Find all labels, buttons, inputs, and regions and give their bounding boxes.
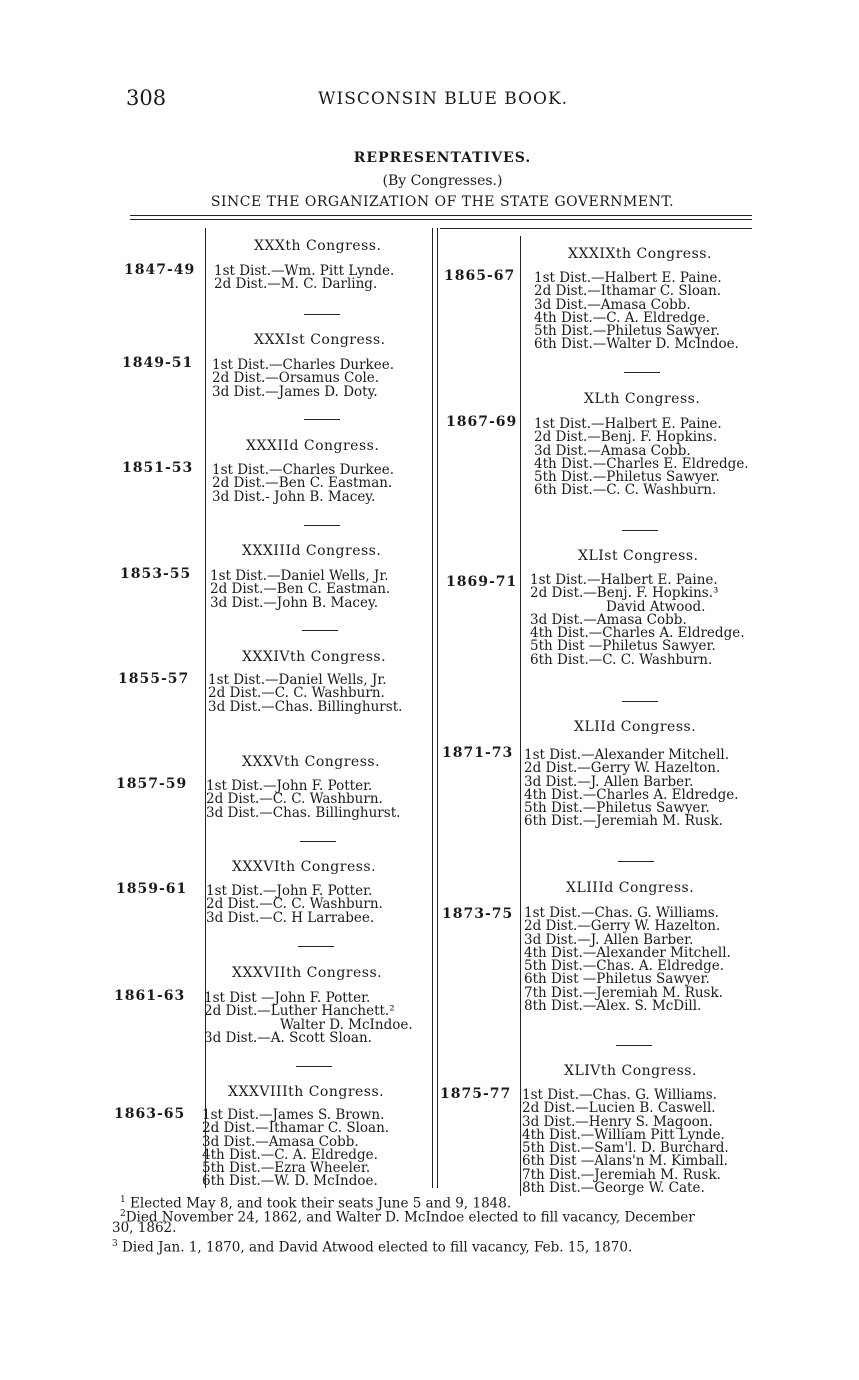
district-entry: 2d Dist.—Lucien B. Caswell. <box>522 1100 716 1117</box>
district-entry: 2d Dist.—Benj. F. Hopkins. <box>534 429 717 446</box>
district-entry: 3d Dist.—Henry S. Magoon. <box>522 1113 713 1130</box>
district-entry: 1st Dist.—Halbert E. Paine. <box>534 416 722 432</box>
district-entry: 1st Dist.—Daniel Wells, Jr. <box>210 568 389 584</box>
term-years: 1865-67 <box>444 268 516 284</box>
district-entry: 5th Dist.—Ezra Wheeler. <box>202 1160 371 1177</box>
district-entry: Walter D. McIndoe. <box>280 1016 413 1033</box>
separator-dash <box>624 372 660 373</box>
footnote <box>112 1221 176 1235</box>
district-entry: 5th Dist.—Philetus Sawyer. <box>534 469 720 486</box>
congress-heading: XXXVIth Congress. <box>232 859 377 875</box>
district-entry: 3d Dist.—Chas. Billinghurst. <box>208 698 403 715</box>
top-rule <box>130 215 752 216</box>
separator-dash <box>302 630 338 631</box>
congress-heading: XLIIId Congress. <box>566 880 695 896</box>
district-entry: 3d Dist.—J. Allen Barber. <box>524 931 694 948</box>
column-divider <box>520 236 521 1196</box>
district-entry: 1st Dist.—John F. Potter. <box>206 883 373 899</box>
term-years: 1847-49 <box>124 262 196 278</box>
congress-heading: XLIst Congress. <box>578 548 699 564</box>
district-list <box>522 1089 729 1195</box>
term-years: 1853-55 <box>120 566 192 582</box>
district-list <box>534 272 739 352</box>
district-entry: 5th Dist.—Philetus Sawyer. <box>524 800 710 817</box>
district-entry: 1st Dist.—Charles Durkee. <box>212 462 394 478</box>
column-divider <box>432 228 433 1188</box>
district-entry: 1st Dist.—Daniel Wells, Jr. <box>208 672 387 688</box>
footnote-mark: 3 <box>112 1239 118 1249</box>
term-years: 1871-73 <box>442 745 514 761</box>
term-years: 1855-57 <box>118 671 190 687</box>
separator-dash <box>304 525 340 526</box>
term-years: 1875-77 <box>440 1086 512 1102</box>
district-entry: 1st Dist.—Alexander Mitchell. <box>524 747 730 763</box>
congress-heading: XLIId Congress. <box>574 719 697 735</box>
district-entry: 1st Dist.—Chas. G. Williams. <box>522 1087 717 1103</box>
district-entry: 1st Dist.—Halbert E. Paine. <box>530 572 718 588</box>
district-entry: 2d Dist.—Gerry W. Hazelton. <box>524 760 721 777</box>
district-entry: 1st Dist.—Chas. G. Williams. <box>524 905 719 921</box>
district-list <box>210 570 390 610</box>
separator-dash <box>622 530 658 531</box>
district-entry: 5th Dist.—Sam'l. D. Burchard. <box>522 1140 729 1157</box>
page-number: 308 <box>126 86 167 110</box>
district-entry: 3d Dist.- John B. Macey. <box>212 488 376 505</box>
district-entry: 2d Dist.—C. C. Washburn. <box>206 791 383 808</box>
separator-dash <box>304 419 340 420</box>
district-entry: David Atwood. <box>606 598 706 615</box>
congress-heading: XXXth Congress. <box>254 238 382 254</box>
congress-heading: XLIVth Congress. <box>564 1063 697 1079</box>
congress-heading: XXXVIIIth Congress. <box>228 1084 385 1100</box>
district-entry: 2d Dist.—C. C. Washburn. <box>208 685 385 702</box>
district-entry: 3d Dist.—C. H Larrabee. <box>206 909 375 926</box>
term-years: 1867-69 <box>446 414 518 430</box>
district-entry: 6th Dist —Philetus Sawyer. <box>524 971 710 988</box>
district-list <box>212 359 394 399</box>
district-list <box>524 749 739 829</box>
district-entry: 4th Dist.—Charles A. Eldredge. <box>530 625 745 642</box>
separator-dash <box>296 1066 332 1067</box>
district-entry: 2d Dist.—Ithamar C. Sloan. <box>202 1120 390 1137</box>
district-entry: 3d Dist.—James D. Doty. <box>212 383 378 400</box>
district-entry: 2d Dist.—Orsamus Cole. <box>212 370 380 387</box>
district-entry: 1st Dist.—James S. Brown. <box>202 1107 385 1123</box>
footnote <box>120 1207 695 1225</box>
district-entry: 6th Dist.—C. C. Washburn. <box>534 482 717 499</box>
district-entry: 3d Dist.—Amasa Cobb. <box>534 296 691 313</box>
district-entry: 2d Dist.—Benj. F. Hopkins.³ <box>530 585 719 602</box>
footnote-text: Died November 24, 1862, and Walter D. McIndoe elected to fill vacancy, December <box>125 1209 695 1226</box>
district-entry: 2d Dist.—Ben C. Eastman. <box>212 475 393 492</box>
district-entry: 1st Dist.—Charles Durkee. <box>212 357 394 373</box>
district-entry: 3d Dist.—Amasa Cobb. <box>202 1133 359 1150</box>
separator-dash <box>300 841 336 842</box>
district-entry: 8th Dist.—George W. Cate. <box>522 1180 705 1197</box>
separator-dash <box>298 946 334 947</box>
district-entry: 6th Dist.—Walter D. McIndoe. <box>534 336 739 353</box>
district-entry: 3d Dist.—J. Allen Barber. <box>524 773 694 790</box>
section-subtitle: (By Congresses.) <box>382 173 503 189</box>
running-title: WISCONSIN BLUE BOOK. <box>318 89 569 109</box>
district-entry: 3d Dist.—Amasa Cobb. <box>534 442 691 459</box>
congress-heading: XXXIIId Congress. <box>242 543 382 559</box>
district-entry: 2d Dist.—Ithamar C. Sloan. <box>534 283 722 300</box>
separator-dash <box>304 314 340 315</box>
district-entry: 4th Dist.—Charles E. Eldredge. <box>534 455 749 472</box>
term-years: 1863-65 <box>114 1106 186 1122</box>
district-entry: 2d Dist.—Ben C. Eastman. <box>210 581 391 598</box>
footnote-text: Elected May 8, and took their seats June 5 and 9, 1848. <box>130 1195 512 1212</box>
term-years: 1851-53 <box>122 460 194 476</box>
district-list <box>214 265 394 292</box>
district-entry: 2d Dist.—M. C. Darling. <box>214 276 378 293</box>
district-entry: 4th Dist.—Alexander Mitchell. <box>524 944 731 961</box>
district-entry: 4th Dist.—William Pitt Lynde. <box>522 1126 725 1143</box>
footnote-text: 30, 1862. <box>112 1220 177 1236</box>
district-entry: 6th Dist.—C. C. Washburn. <box>530 651 713 668</box>
district-entry: 3d Dist.—Amasa Cobb. <box>530 611 687 628</box>
congress-heading: XXXVth Congress. <box>242 754 381 770</box>
term-years: 1857-59 <box>116 776 188 792</box>
district-entry: 5th Dist —Philetus Sawyer. <box>530 638 716 655</box>
district-list <box>534 418 749 498</box>
district-list <box>524 907 731 1013</box>
district-entry: 5th Dist.—Philetus Sawyer. <box>534 323 720 340</box>
separator-dash <box>622 701 658 702</box>
separator-dash <box>616 1045 652 1046</box>
top-rule <box>130 219 752 220</box>
district-list <box>206 885 383 925</box>
district-entry: 2d Dist.—C. C. Washburn. <box>206 896 383 913</box>
district-entry: 1st Dist.—Halbert E. Paine. <box>534 270 722 286</box>
district-entry: 4th Dist.—C. A. Eldredge. <box>534 309 710 326</box>
district-entry: 7th Dist.—Jeremiah M. Rusk. <box>524 984 723 1001</box>
separator-dash <box>618 861 654 862</box>
term-years: 1873-75 <box>442 906 514 922</box>
congress-heading: XLth Congress. <box>584 391 701 407</box>
term-years: 1849-51 <box>122 355 194 371</box>
section-since: SINCE THE ORGANIZATION OF THE STATE GOVERNMENT. <box>210 194 675 210</box>
column-divider <box>437 228 438 1188</box>
district-entry: 3d Dist.—A. Scott Sloan. <box>204 1029 372 1046</box>
footnote <box>112 1237 632 1255</box>
district-entry: 1st Dist.—John F. Potter. <box>206 778 373 794</box>
district-entry: 6th Dist.—Jeremiah M. Rusk. <box>524 813 723 830</box>
district-entry: 5th Dist.—Chas. A. Eldredge. <box>524 958 725 975</box>
congress-heading: XXXIVth Congress. <box>242 649 387 665</box>
footnote-mark: 2 <box>120 1209 126 1219</box>
congress-heading: XXXIId Congress. <box>246 438 380 454</box>
district-entry: 1st Dist —John F. Potter. <box>204 990 371 1006</box>
district-list <box>208 674 402 714</box>
district-entry: 7th Dist.—Jeremiah M. Rusk. <box>522 1166 721 1183</box>
district-entry: 2d Dist.—Luther Hanchett.² <box>204 1003 395 1020</box>
district-list <box>530 574 745 667</box>
district-entry: 4th Dist.—C. A. Eldredge. <box>202 1146 378 1163</box>
footnote-mark: 1 <box>120 1195 126 1205</box>
district-entry: 3d Dist.—John B. Macey. <box>210 594 379 611</box>
term-years: 1861-63 <box>114 988 186 1004</box>
congress-heading: XXXIst Congress. <box>254 332 386 348</box>
district-entry: 1st Dist.—Wm. Pitt Lynde. <box>214 263 395 279</box>
district-entry: 6th Dist —Alans'n M. Kimball. <box>522 1153 728 1170</box>
district-list <box>204 992 413 1045</box>
district-list <box>202 1109 389 1189</box>
district-entry: 3d Dist.—Chas. Billinghurst. <box>206 804 401 821</box>
district-entry: 8th Dist.—Alex. S. McDill. <box>524 998 702 1015</box>
district-list <box>212 464 394 504</box>
term-years: 1859-61 <box>116 881 188 897</box>
top-rule <box>440 228 752 229</box>
district-entry: 2d Dist.—Gerry W. Hazelton. <box>524 918 721 935</box>
term-years: 1869-71 <box>446 574 518 590</box>
congress-heading: XXXIXth Congress. <box>568 246 712 262</box>
district-entry: 6th Dist.—W. D. McIndoe. <box>202 1173 378 1190</box>
section-title: REPRESENTATIVES. <box>353 150 532 166</box>
district-entry: 4th Dist.—Charles A. Eldredge. <box>524 786 739 803</box>
congress-heading: XXXVIIth Congress. <box>232 965 383 981</box>
footnote-text: Died Jan. 1, 1870, and David Atwood elected to fill vacancy, Feb. 15, 1870. <box>122 1239 633 1256</box>
district-list <box>206 780 400 820</box>
